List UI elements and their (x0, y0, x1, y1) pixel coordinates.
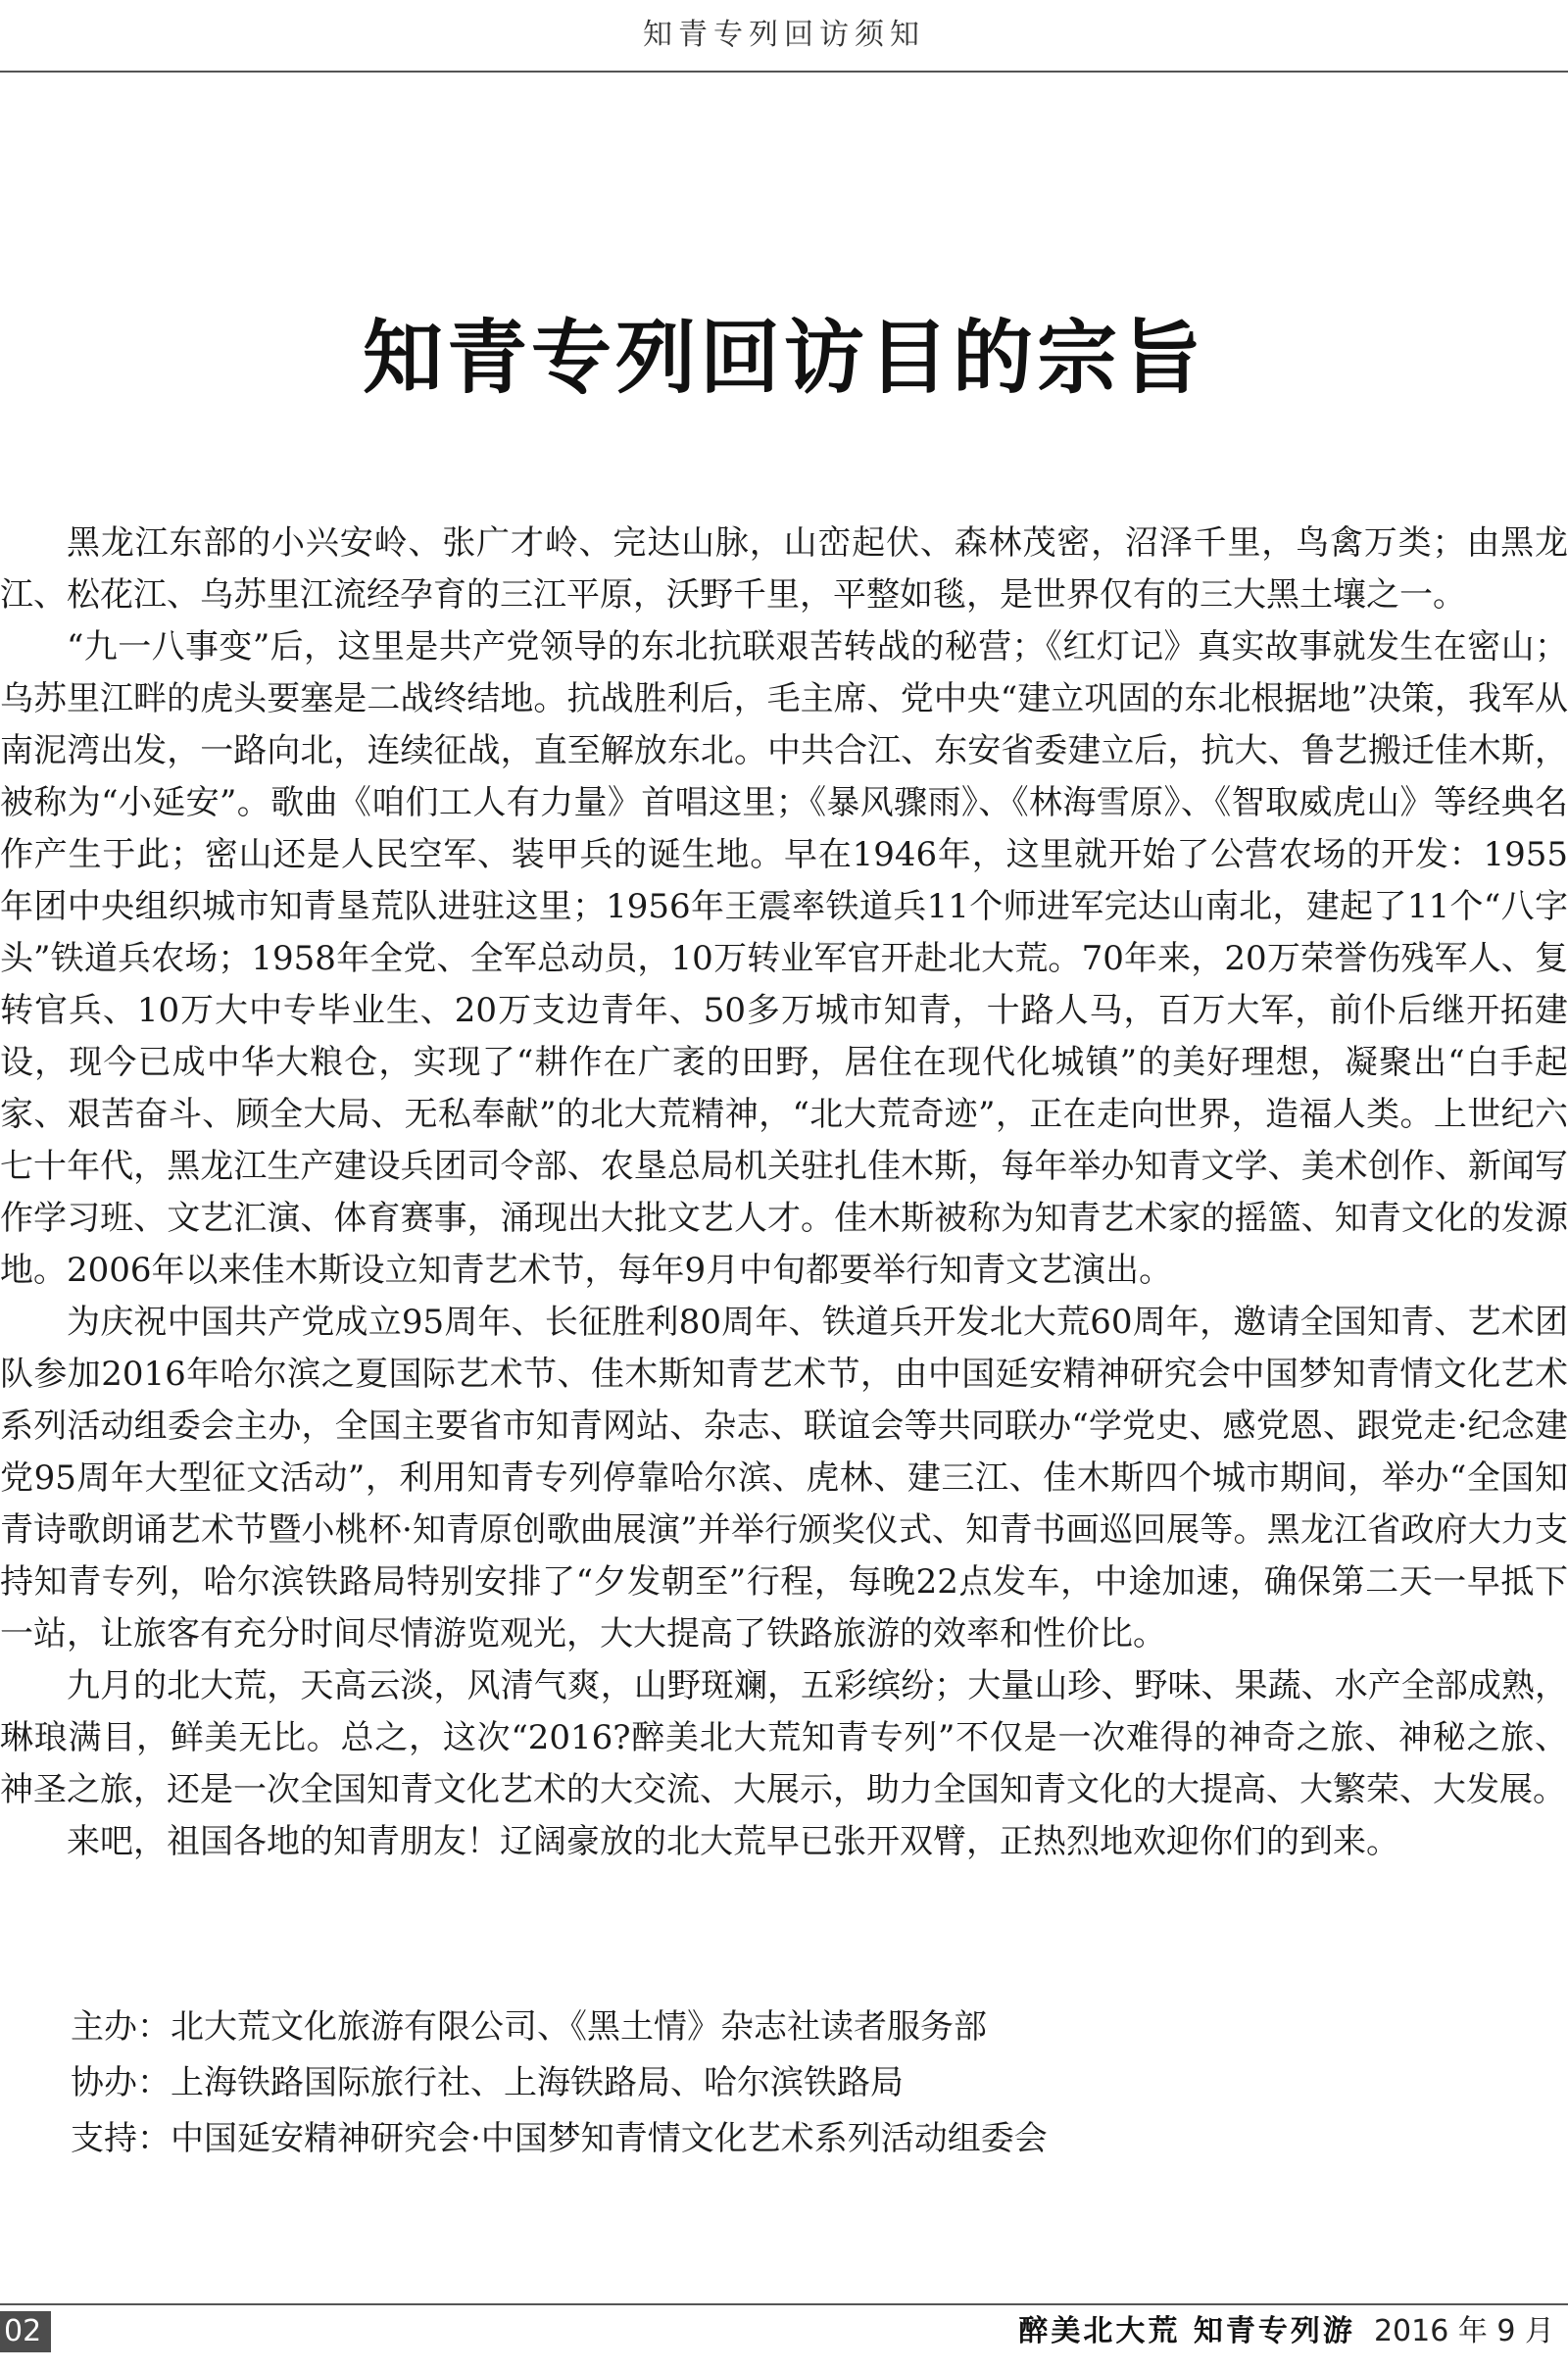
organizer-support: 支持：中国延安精神研究会·中国梦知青情文化艺术系列活动组委会 (71, 2119, 1048, 2158)
page-title: 知青专列回访目的宗旨 (362, 312, 1205, 405)
header-divider (0, 71, 1568, 73)
footer-divider (0, 2303, 1568, 2305)
paragraph-5: 来吧，祖国各地的知青朋友！辽阔豪放的北大荒早已张开双臂，正热烈地欢迎你们的到来。 (67, 1822, 1399, 1861)
magazine-title: 醉美北大荒 知青专列游 (1018, 2314, 1355, 2348)
issue-date: 2016 年 9 月 (1373, 2314, 1554, 2348)
organizer-host: 主办：北大荒文化旅游有限公司、《黑土情》杂志社读者服务部 (71, 2007, 987, 2047)
footer-info (1018, 2311, 1554, 2352)
organizer-cohost: 协办：上海铁路国际旅行社、上海铁路局、哈尔滨铁路局 (71, 2063, 904, 2102)
page-number: 02 (0, 2311, 51, 2352)
organizers-block (71, 2000, 1521, 2167)
paragraph-2: “九一八事变”后，这里是共产党领导的东北抗联艰苦转战的秘营；《红灯记》真实故事就发生在密山；乌苏里江畔的虎头要塞是二战终结地。抗战胜利后，毛主席、党中央“建立巩固的东北根据地”决策，我军从南泥湾出发，一路向北，连续征战，直至解放东北。中共合江、东安省委建立后，抗大、鲁艺搬迁佳木斯，被称为“小延安”。歌曲《咱们工人有力量》首唱这里；《暴风骤雨》、《林海雪原》、《智取威虎山》等经典名作产生于此；密山还是人民空军、装甲兵的诞生地。早在1946年，这里就开始了公营农场的开发：1955年团中央组织城市知青垦荒队进驻这里；1956年王震率铁道兵11个师进军完达山南北，建起了11个“八字头”铁道兵农场；1958年全党、全军总动员，10万转业军官开赴北大荒。70年来，20万荣誉伤残军人、复转官兵、10万大中专毕业生、20万支边青年、50多万城市知青，十路人马，百万大军，前仆后继开拓建设，现今已成中华大粮仓，实现了“耕作在广袤的田野，居住在现代化城镇”的美好理想，凝聚出“白手起家、艰苦奋斗、顾全大局、无私奉献”的北大荒精神，“北大荒奇迹”，正在走向世界，造福人类。上世纪六七十年代，黑龙江生产建设兵团司令部、农垦总局机关驻扎佳木斯，每年举办知青文学、美术创作、新闻写作学习班、文艺汇演、体育赛事，涌现出大批文艺人才。佳木斯被称为知青艺术家的摇篮、知青文化的发源地。2006年以来佳木斯设立知青艺术节，每年9月中旬都要举行知青文艺演出。 (0, 627, 1568, 1290)
article-body (0, 518, 1568, 1868)
paragraph-1: 黑龙江东部的小兴安岭、张广才岭、完达山脉，山峦起伏、森林茂密，沼泽千里，鸟禽万类；由黑龙江、松花江、乌苏里江流经孕育的三江平原，沃野千里，平整如毯，是世界仅有的三大黑土壤之一。 (0, 523, 1568, 615)
paragraph-4: 九月的北大荒，天高云淡，风清气爽，山野斑斓，五彩缤纷；大量山珍、野味、果蔬、水产全部成熟，琳琅满目，鲜美无比。总之，这次“2016?醉美北大荒知青专列”不仅是一次难得的神奇之旅、神秘之旅、神圣之旅，还是一次全国知青文化艺术的大交流、大展示，助力全国知青文化的大提高、大繁荣、大发展。 (0, 1666, 1568, 1809)
running-header: 知青专列回访须知 (643, 18, 925, 52)
paragraph-3: 为庆祝中国共产党成立95周年、长征胜利80周年、铁道兵开发北大荒60周年，邀请全国知青、艺术团队参加2016年哈尔滨之夏国际艺术节、佳木斯知青艺术节，由中国延安精神研究会中国梦知青情文化艺术系列活动组委会主办，全国主要省市知青网站、杂志、联谊会等共同联办“学党史、感党恩、跟党走·纪念建党95周年大型征文活动”，利用知青专列停靠哈尔滨、虎林、建三江、佳木斯四个城市期间，举办“全国知青诗歌朗诵艺术节暨小桃杯·知青原创歌曲展演”并举行颁奖仪式、知青书画巡回展等。黑龙江省政府大力支持知青专列，哈尔滨铁路局特别安排了“夕发朝至”行程，每晚22点发车，中途加速，确保第二天一早抵下一站，让旅客有充分时间尽情游览观光，大大提高了铁路旅游的效率和性价比。 (0, 1303, 1568, 1654)
